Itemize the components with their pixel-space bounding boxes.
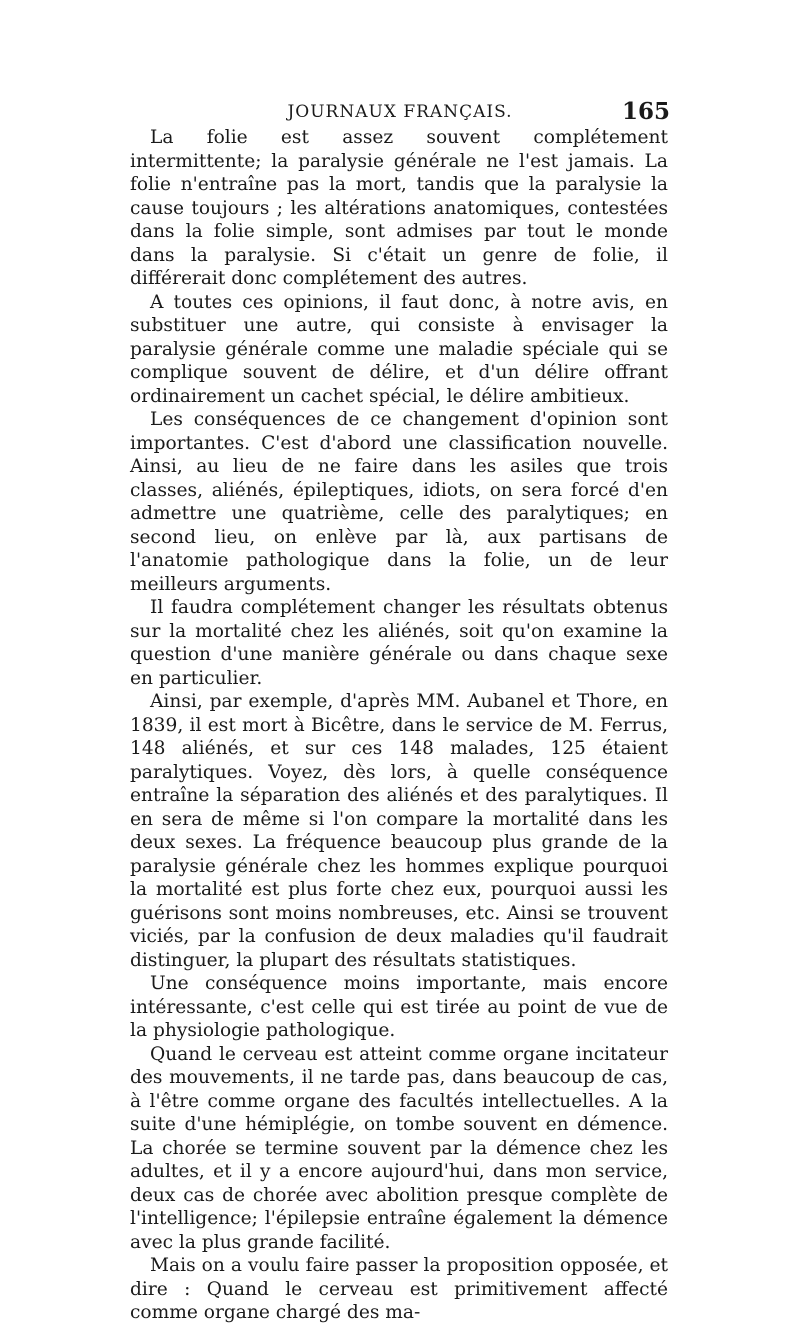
- paragraph: Il faudra complétement changer les résultats obtenus sur la mortalité chez les aliénés, soit qu'on examine la question d'une manière générale ou dans chaque sexe en particulier.: [130, 597, 668, 689]
- running-title: JOURNAUX FRANÇAIS.: [287, 102, 513, 122]
- page-number: 165: [621, 98, 670, 125]
- paragraph: Ainsi, par exemple, d'après MM. Aubanel et Thore, en 1839, il est mort à Bicêtre, dans le service de M. Ferrus, 148 aliénés, et sur ces 148 malades, 125 étaient paralytiques. Voyez, dès lors, à quelle conséquence entraîne la séparation des aliénés et des paralytiques. Il en sera de même si l'on compare la mortalité dans les deux sexes. La fréquence beaucoup plus grande de la paralysie générale chez les hommes explique pourquoi la mortalité est plus forte chez eux, pourquoi aussi les guérisons sont moins nombreuses, etc. Ainsi se trouvent viciés, par la confusion de deux maladies qu'il faudrait distinguer, la plupart des résultats statistiques.: [130, 691, 668, 971]
- body-text: [130, 126, 668, 1325]
- paragraph: Les conséquences de ce changement d'opinion sont importantes. C'est d'abord une classification nouvelle. Ainsi, au lieu de ne faire dans les asiles que trois classes, aliénés, épileptiques, idiots, on sera forcé d'en admettre une quatrième, celle des paralytiques; en second lieu, on enlève par là, aux partisans de l'anatomie pathologique dans la folie, un de leur meilleurs arguments.: [130, 409, 668, 595]
- paragraph: A toutes ces opinions, il faut donc, à notre avis, en substituer une autre, qui consiste à envisager la paralysie générale comme une maladie spéciale qui se complique souvent de délire, et d'un délire offrant ordinairement un cachet spécial, le délire ambitieux.: [130, 291, 668, 407]
- paragraph: La folie est assez souvent complétement intermittente; la paralysie générale ne l'est jamais. La folie n'entraîne pas la mort, tandis que la paralysie la cause toujours ; les altérations anatomiques, contestées dans la folie simple, sont admises par tout le monde dans la paralysie. Si c'était un genre de folie, il différerait donc complétement des autres.: [130, 127, 668, 289]
- paragraph: Mais on a voulu faire passer la proposition opposée, et dire : Quand le cerveau est primitivement affecté comme organe chargé des ma-: [130, 1255, 668, 1323]
- page-header: [130, 98, 670, 128]
- paragraph: Une conséquence moins importante, mais encore intéressante, c'est celle qui est tirée au point de vue de la physiologie pathologique.: [130, 973, 668, 1041]
- paragraph: Quand le cerveau est atteint comme organe incitateur des mouvements, il ne tarde pas, dans beaucoup de cas, à l'être comme organe des facultés intellectuelles. A la suite d'une hémiplégie, on tombe souvent en démence. La chorée se termine souvent par la démence chez les adultes, et il y a encore aujourd'hui, dans mon service, deux cas de chorée avec abolition presque complète de l'intelligence; l'épilepsie entraîne également la démence avec la plus grande facilité.: [130, 1043, 668, 1253]
